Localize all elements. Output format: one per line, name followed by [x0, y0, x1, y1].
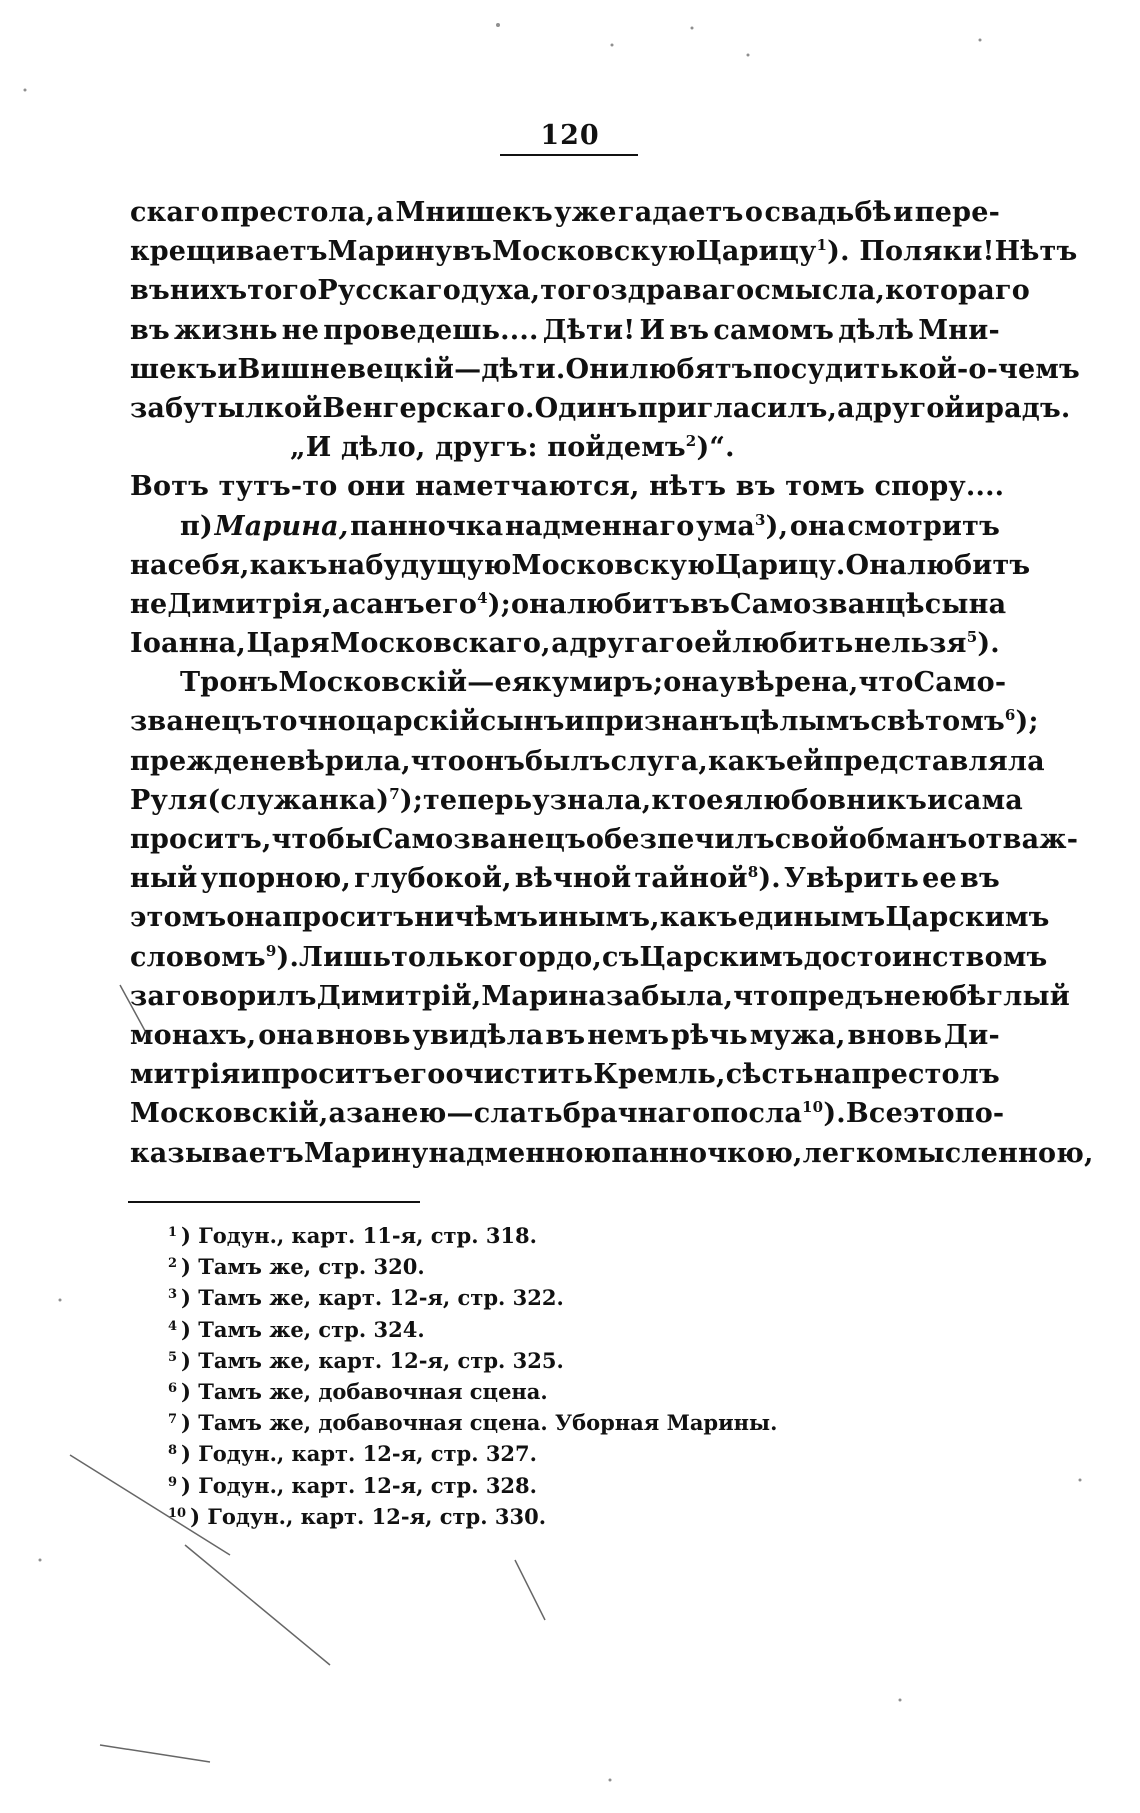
- word: скаго: [130, 197, 219, 228]
- text-line: [130, 389, 1071, 428]
- footnote-entry: [168, 1314, 868, 1345]
- word: а: [376, 197, 395, 228]
- footnote-entry: [168, 1376, 868, 1407]
- word: того: [540, 275, 611, 307]
- word: сѣсть: [725, 1059, 814, 1091]
- text-line: [130, 742, 1045, 781]
- word: нею: [883, 980, 950, 1012]
- word: узнала,: [532, 784, 652, 816]
- word: легкомысленною,: [802, 1137, 1094, 1169]
- footnote-text: ) Тамъ же, карт. 12-я, стр. 322.: [181, 1285, 564, 1311]
- word: гордо,: [501, 941, 602, 973]
- stray-scan-line: [515, 1560, 545, 1620]
- word: ей: [786, 745, 824, 777]
- word: гадаетъ: [617, 197, 744, 228]
- word: обманъ: [848, 824, 968, 855]
- word: въ: [130, 314, 170, 346]
- footnote-marker: 2: [685, 432, 697, 451]
- word: Царицу: [695, 236, 817, 268]
- footnote-text: ) Годун., карт. 12-я, стр. 328.: [181, 1472, 537, 1498]
- word: не: [130, 588, 168, 620]
- footnote-text: ) Тамъ же, стр. 320.: [181, 1254, 425, 1280]
- word: дѣлѣ: [838, 314, 915, 346]
- word: нельзя: [854, 628, 967, 660]
- footnote-marker: 3: [754, 510, 766, 529]
- footnotes: [168, 1220, 868, 1532]
- word: другаго: [569, 628, 694, 660]
- footnote-number: 1: [168, 1225, 178, 1240]
- footnote-separator: [128, 1201, 420, 1203]
- word: того: [247, 275, 318, 307]
- word: предъ: [788, 980, 884, 1012]
- word: очистить: [445, 1059, 594, 1091]
- word: самомъ: [713, 314, 835, 346]
- word: точно: [262, 706, 356, 738]
- word: Тронъ: [180, 667, 279, 699]
- word: за: [130, 392, 166, 424]
- word: панночкою,: [611, 1137, 803, 1169]
- word: обезпечилъ: [585, 824, 775, 855]
- word: будущую: [365, 549, 512, 581]
- text-line: [130, 350, 1080, 389]
- text-line: [130, 624, 1000, 663]
- word: представляла: [823, 745, 1045, 777]
- word: бутылкой: [165, 392, 323, 424]
- word: за: [346, 1098, 382, 1130]
- word-with-footnote: свѣтомъ$^6$);: [870, 702, 1038, 741]
- word: она: [789, 510, 846, 542]
- footnote-text: ) Тамъ же, добавочная сцена.: [181, 1378, 548, 1404]
- text-line: [130, 663, 1007, 702]
- word: прежде: [130, 745, 250, 777]
- word: ничѣмъ: [414, 902, 539, 934]
- word: она: [663, 667, 720, 699]
- word-with-footnote: нельзя$^5$).: [854, 624, 1000, 663]
- text-line: [130, 507, 1000, 546]
- word: достоинствомъ: [803, 941, 1048, 973]
- word: что: [858, 667, 914, 699]
- word: любитъ: [906, 549, 1031, 581]
- word: Увѣрить: [784, 863, 920, 895]
- word: престола,: [220, 197, 376, 228]
- word: проситъ: [282, 902, 415, 934]
- word: радъ.: [985, 392, 1071, 424]
- footnote-text: ) Тамъ же, карт. 12-я, стр. 325.: [181, 1347, 564, 1373]
- footnote-marker: 8: [747, 863, 759, 882]
- word: вновь: [847, 1019, 943, 1051]
- footnote-text: ) Годун., карт. 11-я, стр. 318.: [181, 1223, 537, 1248]
- word: Она: [845, 549, 907, 581]
- text-line: [130, 977, 1070, 1016]
- word: вновь: [316, 1019, 411, 1051]
- word: его: [393, 1059, 446, 1091]
- word: сама: [947, 784, 1023, 816]
- word: котораго: [885, 275, 1030, 307]
- footnote-number: 6: [168, 1380, 178, 1396]
- word: ). Поляки!: [827, 236, 995, 268]
- word: Московскій,: [130, 1098, 329, 1130]
- word: сына: [924, 588, 1007, 620]
- text-line: [130, 467, 1005, 506]
- text-line: [130, 781, 1023, 820]
- word: Іоанна,: [130, 628, 246, 660]
- word: панночка: [350, 510, 504, 542]
- word: надменною: [428, 1137, 612, 1169]
- word: и: [927, 784, 948, 816]
- word: Они: [565, 353, 630, 385]
- footnote-marker: 6: [1004, 706, 1016, 725]
- word: этомъ: [130, 902, 227, 934]
- footnote-text: ) Годун., карт. 12-я, стр. 330.: [190, 1503, 547, 1529]
- word: себя,: [167, 549, 250, 581]
- footnote-entry: [168, 1220, 868, 1251]
- word: съ: [601, 941, 640, 973]
- word: духа,: [461, 275, 541, 307]
- word: смотритъ: [847, 510, 1000, 542]
- word: слуга,: [610, 745, 709, 777]
- word: увѣрена,: [719, 667, 859, 699]
- word: на: [130, 549, 168, 581]
- footnote-marker: 7: [389, 784, 400, 803]
- word: ее: [922, 863, 957, 895]
- word: проситъ: [260, 1059, 393, 1091]
- word: въ: [452, 236, 493, 268]
- word-with-footnote: словомъ$^9$).: [130, 938, 299, 977]
- text-line: [130, 1055, 1000, 1094]
- word: другой: [854, 392, 965, 424]
- text-line: [130, 938, 1048, 977]
- page-number: 120: [540, 120, 600, 151]
- word: Царицу.: [715, 549, 846, 581]
- word: его: [424, 588, 478, 620]
- word: и: [240, 1059, 261, 1091]
- word: [215, 507, 349, 546]
- word: нихъ: [169, 275, 248, 307]
- text-line: [130, 232, 1078, 271]
- word: пригласилъ,: [637, 392, 838, 424]
- word: бѣглый: [949, 980, 1070, 1012]
- stray-scan-line: [100, 1745, 210, 1762]
- word: упорною,: [200, 863, 351, 895]
- word: ея: [494, 667, 533, 699]
- word: Русскаго: [317, 275, 461, 307]
- word: Московскую: [492, 236, 696, 268]
- word: свѣтомъ: [870, 706, 1005, 738]
- text-line: [130, 546, 1031, 585]
- word: ума: [696, 510, 755, 542]
- word: Мнишекъ: [395, 197, 553, 228]
- word: проситъ,: [130, 824, 272, 855]
- word: Марину: [303, 1137, 429, 1169]
- footnote-marker: 5: [966, 628, 978, 647]
- word: Вишневецкій—дѣти.: [237, 353, 566, 385]
- word: митрія: [130, 1059, 241, 1091]
- word: мужа,: [749, 1019, 846, 1051]
- word: Димитрій,: [316, 980, 482, 1012]
- footnote-marker: 1: [816, 236, 828, 255]
- word: Царскимъ: [885, 902, 1050, 934]
- word: ей: [694, 628, 732, 660]
- word: ный: [130, 863, 198, 895]
- word: посла: [710, 1098, 803, 1130]
- footnote-entry: [168, 1438, 868, 1469]
- word: кой-о-чемъ: [898, 353, 1080, 385]
- word: инымъ,: [538, 902, 660, 934]
- word: не: [249, 745, 287, 777]
- word: проведешь....: [323, 314, 539, 346]
- word: крещиваетъ: [130, 236, 328, 268]
- word: „И дѣло, другъ: пойдемъ: [290, 432, 686, 464]
- word: глубокой,: [354, 863, 512, 895]
- text-line: [130, 859, 1000, 898]
- footnote-number: 9: [168, 1474, 178, 1490]
- text-line: [130, 585, 1007, 624]
- footnote-number: 2: [168, 1256, 178, 1272]
- word: онъ: [465, 745, 525, 777]
- footnote-number: 8: [168, 1443, 178, 1459]
- word: посудить: [752, 353, 899, 385]
- word: заговорилъ: [130, 980, 317, 1012]
- word: забыла,: [606, 980, 734, 1012]
- word: Царскимъ: [639, 941, 804, 973]
- footnote-entry: [168, 1501, 868, 1532]
- word: а: [837, 392, 855, 424]
- footnote-entry: [168, 1251, 868, 1282]
- word-with-footnote: посла$^{10}$).: [710, 1094, 846, 1133]
- word: Московскую: [511, 549, 716, 581]
- word: только: [391, 941, 502, 973]
- word: Московскаго,: [330, 628, 551, 660]
- word: по-: [954, 1098, 1005, 1130]
- word: это: [902, 1098, 955, 1130]
- word: отваж-: [967, 824, 1079, 855]
- word: кто: [651, 784, 707, 816]
- word: Вотъ тутъ-то они наметчаются, нѣтъ въ томъ спору....: [130, 471, 1005, 503]
- text-line: [130, 898, 1050, 937]
- word: Одинъ: [534, 392, 638, 424]
- footnote-text: ) Тамъ же, добавочная сцена. Уборная Марины.: [181, 1410, 778, 1436]
- word: —: [467, 667, 495, 699]
- word: на: [813, 1059, 852, 1091]
- word: брачнаго: [562, 1098, 711, 1130]
- footnote-marker: 4: [477, 588, 488, 607]
- word: кумиръ;: [532, 667, 664, 699]
- word: п): [180, 510, 213, 542]
- word: санъ: [349, 588, 425, 620]
- word: на: [327, 549, 366, 581]
- footnote-text: ) Тамъ же, стр. 324.: [181, 1316, 425, 1342]
- word: и: [564, 706, 585, 738]
- word: Самозванецъ: [372, 824, 586, 855]
- word: Марину: [327, 236, 453, 268]
- text-line: [130, 311, 1000, 350]
- word: чтобы: [271, 824, 373, 855]
- word: любятъ: [629, 353, 753, 385]
- word: и: [217, 353, 238, 385]
- footnote-number: 10: [168, 1505, 187, 1521]
- word: Московскій: [278, 667, 468, 699]
- word: признанъ: [584, 706, 740, 738]
- word: не: [281, 314, 320, 346]
- word: Мни-: [918, 314, 1000, 346]
- word: она: [510, 588, 567, 620]
- footnote-number: 7: [168, 1412, 178, 1428]
- word: и: [893, 197, 914, 228]
- word: сынъ: [479, 706, 565, 738]
- footnote-text: ) Годун., карт. 12-я, стр. 327.: [181, 1441, 537, 1467]
- word: что: [733, 980, 789, 1012]
- text-line: [130, 820, 1079, 859]
- text-line: [130, 428, 1000, 467]
- word: уже: [554, 197, 617, 228]
- word: любитъ: [566, 588, 691, 620]
- footnote-marker: 9: [265, 941, 277, 960]
- word: смысла,: [754, 275, 886, 307]
- word: вѣчной: [514, 863, 632, 895]
- page-number-underline: [500, 154, 638, 156]
- word: (служанка): [207, 784, 390, 816]
- word: о: [744, 197, 764, 228]
- word: что: [410, 745, 466, 777]
- word: она: [226, 902, 283, 934]
- footnote-entry: [168, 1470, 868, 1501]
- word: единымъ: [737, 902, 886, 934]
- word: любить: [732, 628, 854, 660]
- word: казываетъ: [130, 1137, 304, 1169]
- word: Все: [845, 1098, 903, 1130]
- word: любовникъ: [743, 784, 928, 816]
- word: здраваго: [610, 275, 755, 307]
- word: Лишь: [299, 941, 392, 973]
- word: монахъ,: [130, 1019, 257, 1051]
- word: Самозванцѣ: [730, 588, 925, 620]
- word: а: [331, 588, 350, 620]
- word: какъ: [249, 549, 328, 581]
- text-line: [130, 1094, 1005, 1133]
- word: ея: [706, 784, 744, 816]
- word: царскій: [355, 706, 480, 738]
- word: тайной: [634, 863, 748, 895]
- word: Димитрія,: [167, 588, 332, 620]
- word-with-footnote: (служанка)$^7$);: [207, 781, 423, 820]
- text-line: [130, 193, 1000, 232]
- word: немъ: [587, 1019, 670, 1051]
- word: Само-: [913, 667, 1007, 699]
- word: увидѣла: [412, 1019, 544, 1051]
- word: престолъ: [851, 1059, 1000, 1091]
- footnote-entry: [168, 1282, 868, 1313]
- word: Марина: [481, 980, 607, 1012]
- word: Нѣтъ: [994, 236, 1078, 268]
- word-with-footnote: его$^4$);: [425, 585, 511, 624]
- italic-name: Марина,: [214, 510, 349, 542]
- word: Царя: [246, 628, 330, 660]
- word: шекъ: [130, 353, 218, 385]
- word: въ: [130, 275, 170, 307]
- word: а: [551, 628, 569, 660]
- word: въ: [960, 863, 1000, 895]
- word: а: [328, 1098, 347, 1130]
- word: какъ: [659, 902, 738, 934]
- word: теперь: [423, 784, 533, 816]
- text-line: [130, 702, 1039, 741]
- word: былъ: [525, 745, 611, 777]
- word: И: [639, 314, 666, 346]
- word: въ: [690, 588, 731, 620]
- word: рѣчь: [671, 1019, 748, 1051]
- word: Ди-: [944, 1019, 1000, 1051]
- word: званецъ: [130, 706, 263, 738]
- word: и: [964, 392, 986, 424]
- footnote-marker: 10: [802, 1098, 824, 1117]
- word: словомъ: [130, 941, 266, 973]
- word: Дѣти!: [542, 314, 636, 346]
- stray-scan-line: [185, 1545, 330, 1665]
- word: въ: [669, 314, 710, 346]
- word: въ: [545, 1019, 586, 1051]
- body-text: [130, 193, 1094, 1173]
- word: какъ: [708, 745, 787, 777]
- word-with-footnote: ума$^3$),: [696, 507, 788, 546]
- word: цѣлымъ: [739, 706, 871, 738]
- word-with-footnote: тайной$^8$).: [634, 859, 780, 898]
- word: жизнь: [174, 314, 278, 346]
- word: свадьбѣ: [764, 197, 892, 228]
- text-line: [130, 1016, 1000, 1055]
- word: надменнаго: [504, 510, 695, 542]
- word: Руля: [130, 784, 208, 816]
- footnote-number: 4: [168, 1318, 178, 1334]
- word: Венгерскаго.: [322, 392, 535, 424]
- word: Кремль,: [593, 1059, 726, 1091]
- footnote-entry: [168, 1407, 868, 1438]
- text-line: [130, 1134, 1094, 1173]
- word: вѣрила,: [286, 745, 411, 777]
- text-line: [130, 271, 1030, 310]
- word-with-footnote: [696, 232, 828, 271]
- word: она: [258, 1019, 315, 1051]
- footnote-entry: [168, 1345, 868, 1376]
- footnote-number: 5: [168, 1349, 178, 1365]
- word: свой: [774, 824, 849, 855]
- word: нею—слать: [381, 1098, 563, 1130]
- word-with-footnote: „И дѣло, другъ: пойдемъ$^2$)“.: [290, 428, 735, 467]
- footnote-number: 3: [168, 1287, 178, 1303]
- word: пере-: [914, 197, 1000, 228]
